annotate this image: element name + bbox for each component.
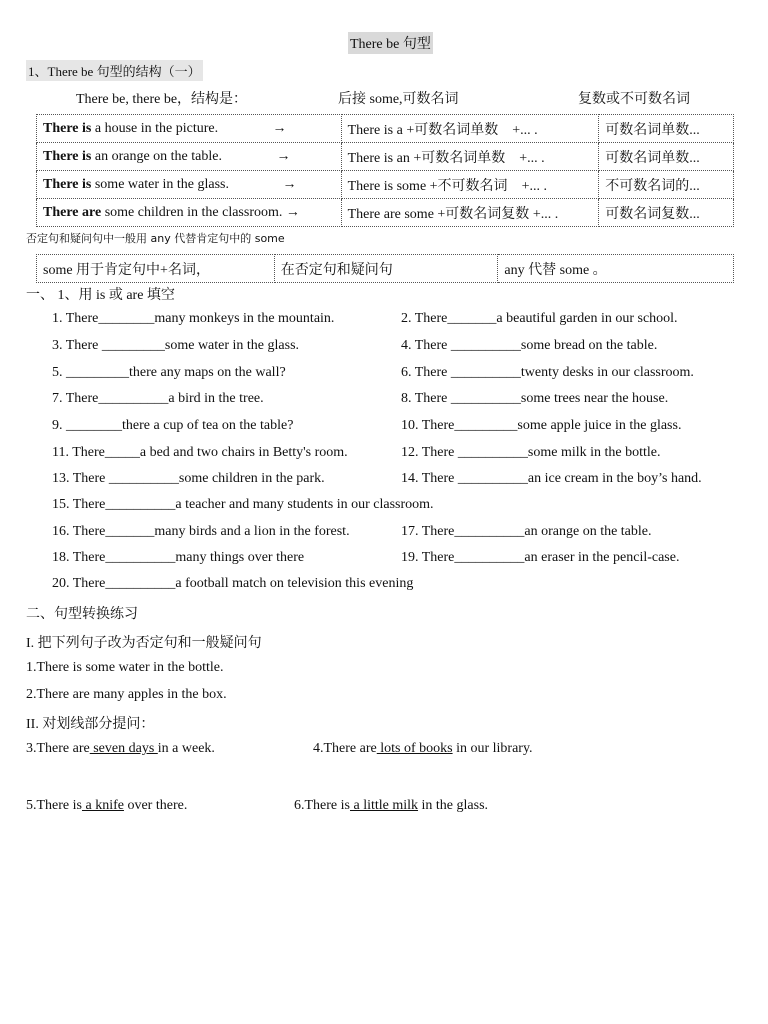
exercise-item: 20. There__________a football match on television this evening	[52, 576, 414, 591]
arrow-icon: →	[285, 204, 300, 220]
sentence: 2.There are many apples in the box.	[26, 687, 227, 702]
exercise-item: 15. There__________a teacher and many students in our classroom.	[52, 497, 434, 512]
pattern-text: There is an +可数名词单数	[347, 150, 506, 166]
exercise-heading: 一、 1、用 is 或 are 填空	[26, 288, 175, 303]
table-row	[37, 199, 734, 227]
exercise-item: 14. There __________an ice cream in the boy’s hand.	[401, 471, 702, 486]
pattern-tail: +... .	[532, 206, 559, 222]
exercise-item: 17. There__________an orange on the table.	[401, 524, 652, 539]
example-bold: There are	[43, 204, 102, 220]
sentence-text: 5.There is	[26, 798, 82, 813]
exercise-item: 1. There________many monkeys in the mountain.	[52, 311, 335, 326]
example-text: some water in the glass.	[91, 176, 229, 192]
part2-sub2: II. 对划线部分提问：	[26, 717, 155, 732]
sentence-text: in the glass.	[418, 798, 489, 813]
note-cell: 可数名词单数...	[599, 143, 734, 171]
sentence	[26, 798, 187, 814]
exercise-item: 13. There __________some children in the park.	[52, 471, 325, 486]
sentence-text: over there.	[123, 798, 188, 813]
exercise-item: 3. There _________some water in the glass.	[52, 338, 300, 353]
example-text: an orange on the table.	[91, 148, 222, 164]
sentence: 1.There is some water in the bottle.	[26, 660, 224, 675]
note-cell: 不可数名词的...	[599, 171, 734, 199]
pattern-tail: +... .	[521, 178, 547, 194]
table-row	[37, 115, 734, 143]
underlined-part: lots of books	[376, 741, 453, 756]
exercise-item: 11. There_____a bed and two chairs in Betty's room.	[52, 445, 348, 460]
exercise-item: 16. There_______many birds and a lion in the forest.	[52, 524, 350, 539]
some-cell: some 用于肯定句中+名词，	[37, 255, 275, 283]
pattern-tail: +... .	[519, 150, 545, 166]
exercise-item: 12. There __________some milk in the bottle.	[401, 445, 661, 460]
exercise-item: 7. There__________a bird in the tree.	[52, 391, 264, 406]
sentence	[313, 741, 533, 757]
exercise-item: 6. There __________twenty desks in our classroom.	[401, 365, 694, 380]
example-text: a house in the picture.	[91, 120, 219, 136]
sentence	[26, 741, 215, 757]
underlined-part: a knife	[81, 798, 124, 813]
example-bold: There is	[43, 120, 92, 136]
pattern-cell	[341, 171, 599, 199]
exercise-item: 4. There __________some bread on the table.	[401, 338, 658, 353]
intro-part2: 后接 some,可数名词	[338, 92, 459, 107]
pattern-text: There is some +不可数名词	[347, 178, 508, 194]
sentence-text: 4.There are	[313, 741, 377, 756]
table-row	[37, 255, 734, 283]
sentence	[294, 798, 488, 814]
example-text: some children in the classroom.	[101, 204, 283, 220]
sentence-text: 6.There is	[294, 798, 350, 813]
underlined-part: seven days	[89, 741, 158, 756]
some-any-table	[36, 254, 734, 283]
underlined-part: a little milk	[349, 798, 419, 813]
example-bold: There is	[43, 176, 92, 192]
example-bold: There is	[43, 148, 92, 164]
exercise-item: 10. There_________some apple juice in the glass.	[401, 418, 682, 433]
part2-heading: 二、句型转换练习	[26, 607, 138, 622]
pattern-text: There is a +可数名词单数	[347, 122, 499, 138]
negative-question-cell: 在否定句和疑问句	[274, 255, 498, 283]
exercise-item: 5. _________there any maps on the wall?	[52, 365, 286, 380]
sentence-text: 3.There are	[26, 741, 90, 756]
table-row	[37, 143, 734, 171]
pattern-cell	[341, 143, 599, 171]
exercise-item: 2. There_______a beautiful garden in our school.	[401, 311, 678, 326]
example-cell	[37, 143, 342, 171]
arrow-icon: →	[272, 120, 287, 136]
arrow-icon: →	[282, 176, 297, 192]
note-cell: 可数名词复数...	[599, 199, 734, 227]
section1-heading: 1、There be 句型的结构（一）	[26, 60, 203, 81]
intro-part3: 复数或不可数名词	[578, 92, 690, 107]
pattern-tail: +... .	[512, 122, 538, 138]
exercise-item: 19. There__________an eraser in the pencil-case.	[401, 550, 680, 565]
part2-sub1: I. 把下列句子改为否定句和一般疑问句	[26, 636, 262, 651]
table-row	[37, 171, 734, 199]
pattern-text: There are some +可数名词复数	[347, 206, 530, 222]
pattern-cell	[341, 115, 599, 143]
structure-table	[36, 114, 734, 227]
sentence-text: in our library.	[452, 741, 533, 756]
exercise-item: 8. There __________some trees near the house.	[401, 391, 669, 406]
section2-heading: 否定句和疑问句中一般用 any 代替肯定句中的 some	[26, 232, 285, 245]
sentence-text: in a week.	[157, 741, 215, 756]
exercise-item: 9. ________there a cup of tea on the table?	[52, 418, 294, 433]
note-cell: 可数名词单数...	[599, 115, 734, 143]
any-cell: any 代替 some 。	[498, 255, 734, 283]
pattern-cell	[341, 199, 599, 227]
page-title: There be 句型	[348, 32, 433, 54]
arrow-icon: →	[276, 148, 291, 164]
example-cell	[37, 115, 342, 143]
example-cell	[37, 199, 342, 227]
intro-part1: There be, there be，结构是：	[76, 92, 248, 107]
exercise-item: 18. There__________many things over there	[52, 550, 305, 565]
example-cell	[37, 171, 342, 199]
